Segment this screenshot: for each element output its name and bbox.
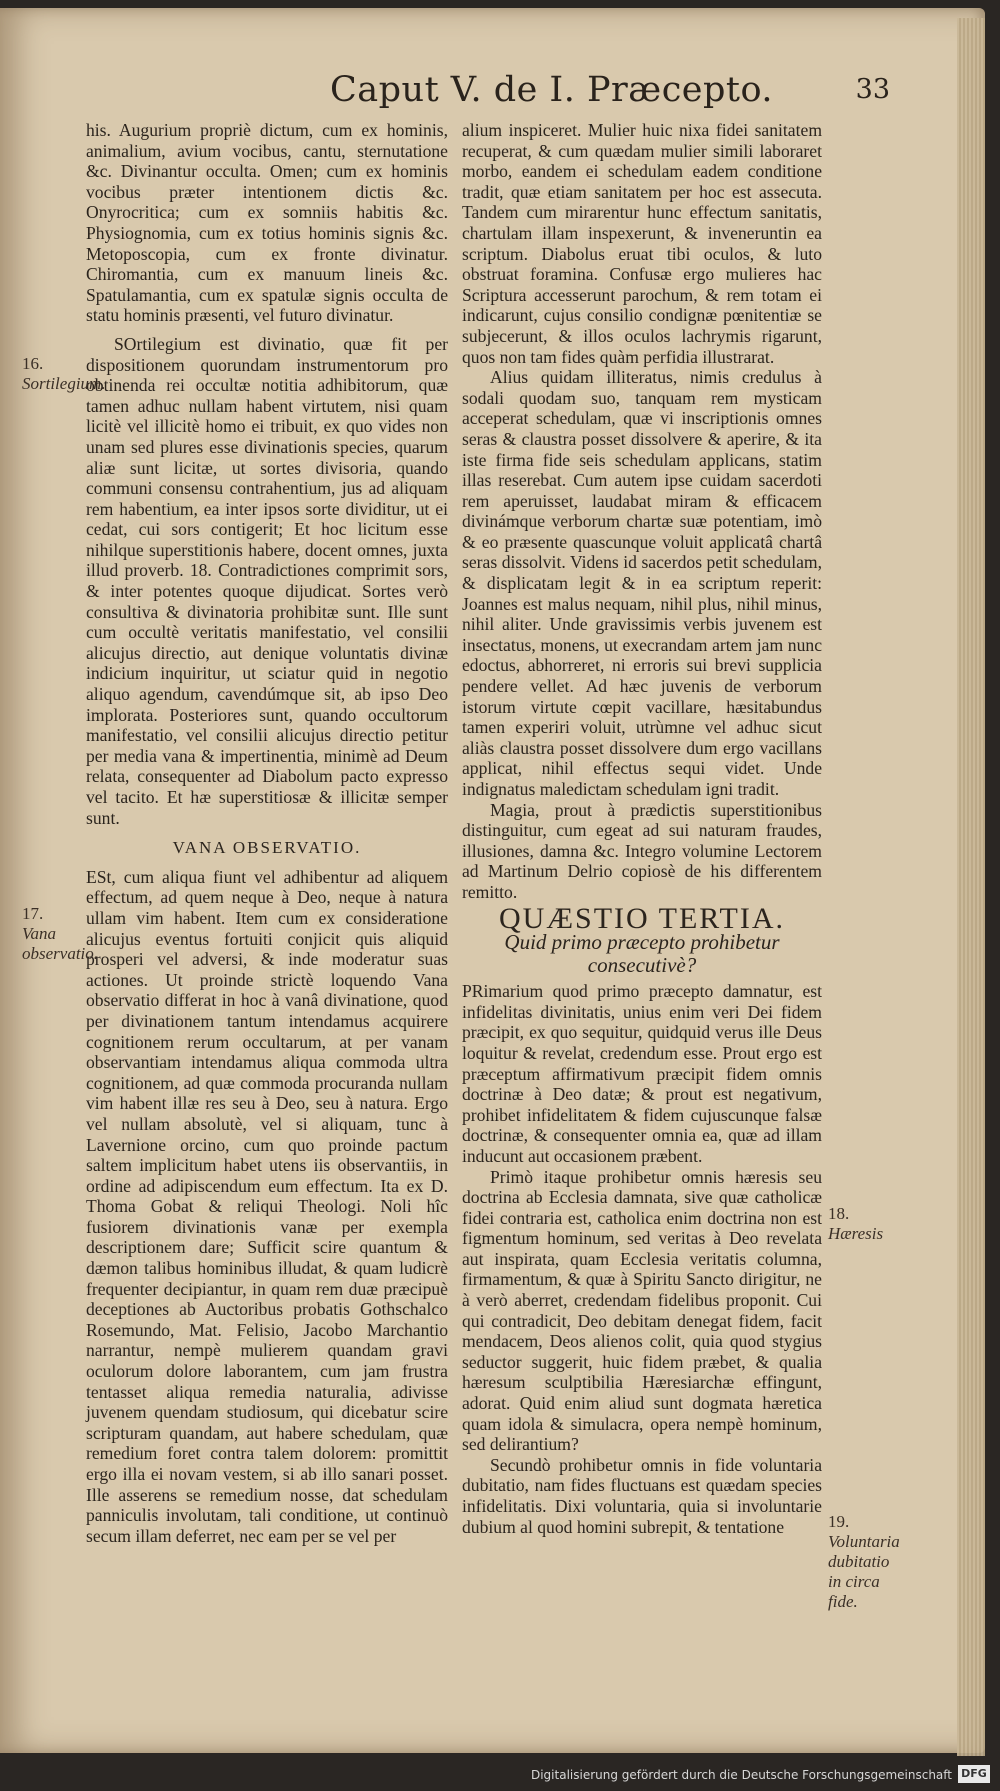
funding-note: Digitalisierung gefördert durch die Deutsche Forschungsgemeinschaft <box>530 1768 952 1782</box>
margin-text-17: Vana observatio. <box>22 924 99 963</box>
question-subtitle: Quid primo præcepto prohibetur consecutivè? <box>504 930 780 978</box>
paragraph-mulier: alium inspiceret. Mulier huic nixa fidei sanitatem recuperat, & cum quædam mulier simili laboraret morbo, eandem ei schedulam eadem conditione tradit, quæ etiam sanitatem per hoc est assecuta. Tandem cum mirarentur hunc effectum sanitatis, chartulam illam inspexerunt, & inveneruntin ea scriptum. Diabolus eruat tibi oculos, & luto obstruat foramina. Confusæ ergo mulieres hac Scriptura accesserunt parochum, & rem totam ei indicarunt, cujus consilio condignæ pœnitentiæ se subjecerunt, & illos oculos lachrymis rigarunt, quos non tam fides quàm perfidia illustrarat. <box>462 120 822 367</box>
margin-note-18 <box>828 1204 898 1244</box>
paragraph-primarium: PRimarium quod primo præcepto damnatur, est infidelitas divinitatis, unius enim veri Dei fidem præcipit, ex quo sequitur, quidquid verus ille Deus loquitur & revelat, credendum esse. Prout ergo est præceptum affirmativum præcipit fidem omnis doctrinæ à Deo datæ; & prout est negativum, prohibet infidelitatem & fidem cujuscunque falsæ doctrinæ, & consequenter omnia ea, quæ ad illam inducunt aut occasionem præbent. <box>462 981 822 1166</box>
margin-text-19: Voluntaria dubitatio in circa fide. <box>828 1532 900 1611</box>
margin-text-16: Sortilegium. <box>22 374 106 393</box>
paragraph-dubitatio: Secundò prohibetur omnis in fide voluntaria dubitatio, nam fides fluctuans est quædam species infidelitatis. Dixi voluntaria, quia si involuntarie dubium al quod homini subrepit, & tentatione <box>462 1454 822 1537</box>
running-title: Caput V. de I. Præcepto. <box>330 70 774 110</box>
margin-note-17 <box>22 904 99 964</box>
question-heading: QUÆSTIO TERTIA. <box>499 901 785 935</box>
margin-text-18: Hæresis <box>828 1224 884 1243</box>
margin-number-18: 18. <box>828 1204 850 1223</box>
paragraph-vana-observatio: ESt, cum aliqua fiunt vel adhibentur ad aliquem effectum, ad quem neque à Deo, neque à natura ullam vim habent. Item cum ex consideratione alicujus eventus fortuiti conjicit quis aliquid prosperi vel adversi, & inde moderatur suas actiones. Ut proinde strictè loquendo Vana observatio differat in hoc à vanâ divinatione, quod per divinationem tantum intendamus acquirere cognitionem rerum occultarum, at per vanam observantiam intendamus aliqua commoda ultra cognitionem, ad quæ commoda procuranda nullam vim habent illæ res seu à Deo, seu à natura. Ergo vel nullam absolutè, vel si aliquam, tunc à Lavernione orcino, cum quo proinde pactum saltem implicitum habet utens iis observantiis, in ordine ad adipiscendum eum effectum. Ita ex D. Thoma Gobat & reliqui Theologi. Noli hîc fusiorem divinationis vanæ per exempla descriptionem dare; Sufficit scire quantum & dæmon talibus hominibus illudat, & quam ludicrè frequenter decipiantur, in quam rem duæ præcipuè deceptiones ab Auctoribus probatis Gothschalco Rosemundo, Mat. Felisio, Jacobo Marchantio narrantur, nempè mulierem quandam gravi oculorum dolore laborantem, cum jam frustra tentasset aliqua remedia naturalia, adivisse juvenem quendam studiosum, qui dicebatur scire scripturam quandam, aut habere schedulam, quæ remedium foret contra talem dolorem: promittit ergo illa ei novam vestem, si ab illo sanari posset. Ille asserens se remedium nosse, dat schedulam panniculis involutam, tali conditione, ut continuò secum illam deferret, nec eam per se vel per <box>86 866 448 1546</box>
page-number: 33 <box>855 74 890 105</box>
paragraph-alius: Alius quidam illiteratus, nimis credulus à sodali quodam suo, tanquam rem mysticam acceperat schedulam, quæ vi inscriptionis omnes seras & claustra posset dissolvere & aperire, & ita iste firma fide seis schedulam applicans, statim illas reserebat. Cum autem ipse cuidam sacerdoti rem aperuisset, laudabat miram & efficacem divinámque verborum chartæ suæ potentiam, imò & eo præsente quascunque voluit applicatâ chartâ seras dissolvit. Videns id sacerdos petit schedulam, & displicatam legit & in ea scriptum reperit: Joannes est malus nequam, nihil plus, nihil minus, nihil aliter. Unde gravissimis verbis juvenem est insectatus, monens, ut execrandam artem jam nunc edoctus, abhorreret, ni erroris sui brevi supplicia pendere vellet. Ad hæc juvenis de verborum istorum virtute cœpit vacillare, hæsitabundus tamen experiri voluit, utrùmne vel adhuc sicut aliàs claustra posset dissolvere dum ergo vacillans applicat, nihil effectus sequi videt. Unde indignatus maledictam schedulam igni tradit. <box>462 367 822 799</box>
margin-note-16 <box>22 354 106 394</box>
book-page <box>0 8 985 1753</box>
paragraph-augurium: his. Augurium propriè dictum, cum ex hominis, animalium, avium vocibus, cantu, sternutatione &c. Divinantur occulta. Omen; cum ex hominis vocibus præter intentionem dictis &c. Onyrocritica; cum ex somniis habitis &c. Physiognomia, cum ex totius hominis signis &c. Metoposcopia, cum ex fronte divinatur. Chiromantia, cum ex manuum lineis &c. Spatulamantia, cum ex spatulæ signis occulta de statu hominis præsenti, vel futuro divinatur. <box>86 120 448 326</box>
paragraph-magia: Magia, prout à prædictis superstitionibus distinguitur, cum egeat ad sui naturam fraudes, illusiones, damna &c. Integro volumine Lectorem ad Martinum Delrio copiosè de his differentem remitto. <box>462 799 822 902</box>
margin-number-16: 16. <box>22 354 44 373</box>
page-header <box>330 70 890 120</box>
digitization-footer <box>0 1756 1000 1791</box>
margin-number-19: 19. <box>828 1512 850 1531</box>
paragraph-haeresis: Primò itaque prohibetur omnis hæresis seu doctrina ab Ecclesia damnata, sive quæ catholicæ fidei contraria est, catholica enim doctrina non est figmentum hominum, sed veritas à Deo revelata aut inspirata, quam Ecclesia veritatis columna, firmamentum, & quæ à Spiritu Sancto dirigitur, ne à verò aberret, credendam fidelibus proponit. Cui qui contradicit, Deo debitam denegat fidem, facit mendacem, Deos alienos colit, quia quod stygius seductor suggerit, huic fidem præbet, & qualia hæresum sculptibilia Hæresiarchæ effingunt, adorat. Quid enim aliud sunt dogmata hæretica quam idola & simulacra, opera nempè hominum, sed delirantium? <box>462 1166 822 1455</box>
right-column <box>462 120 822 1537</box>
margin-note-19 <box>828 1512 898 1612</box>
dfg-logo: DFG <box>958 1765 990 1783</box>
paragraph-sortilegium: SOrtilegium est divinatio, quæ fit per dispositionem quorundam instrumentorum pro obtinenda rei occultæ notitia adhibitorum, quæ tamen adhuc nullam habent virtutem, nisi quam licitè vel illicitè homo ei tribuit, ex quo vides non unam sed plures esse divinationis species, quarum aliæ sunt licitæ, ut sortes divisoria, quando communi consensu contrahentium, jus ad aliquam rem habentium, ea inter ipsos sorte dividitur, ut ei cedat, cui sors contigerit; Et hoc licitum esse nihilque superstitionis habere, docent omnes, juxta illud proverb. 18. Contradictiones comprimit sors, & inter potentes quoque dijudicat. Sortes verò consultiva & divinatoria prohibitæ sunt. Ille sunt cum occultè veritatis manifestatio, vel consilii alicujus directio, aut denique voluntatis divinæ indicium inquiritur, ut sciatur quid in negotio aliquo agendum, cavendúmque sit, ab ipso Deo implorata. Posteriores sunt, quando occultorum manifestatio, vel consilii alicujus directio petitur per media vana & impertinentia, minimè ad Deum relata, consequenter ad Diabolum pacto expresso vel tacito. Et hæ superstitiosæ & illicitæ semper sunt. <box>86 333 448 828</box>
page-edge <box>957 18 985 1758</box>
section-heading-vana-observatio: VANA OBSERVATIO. <box>172 838 362 858</box>
margin-number-17: 17. <box>22 904 44 923</box>
left-column <box>86 120 448 1546</box>
